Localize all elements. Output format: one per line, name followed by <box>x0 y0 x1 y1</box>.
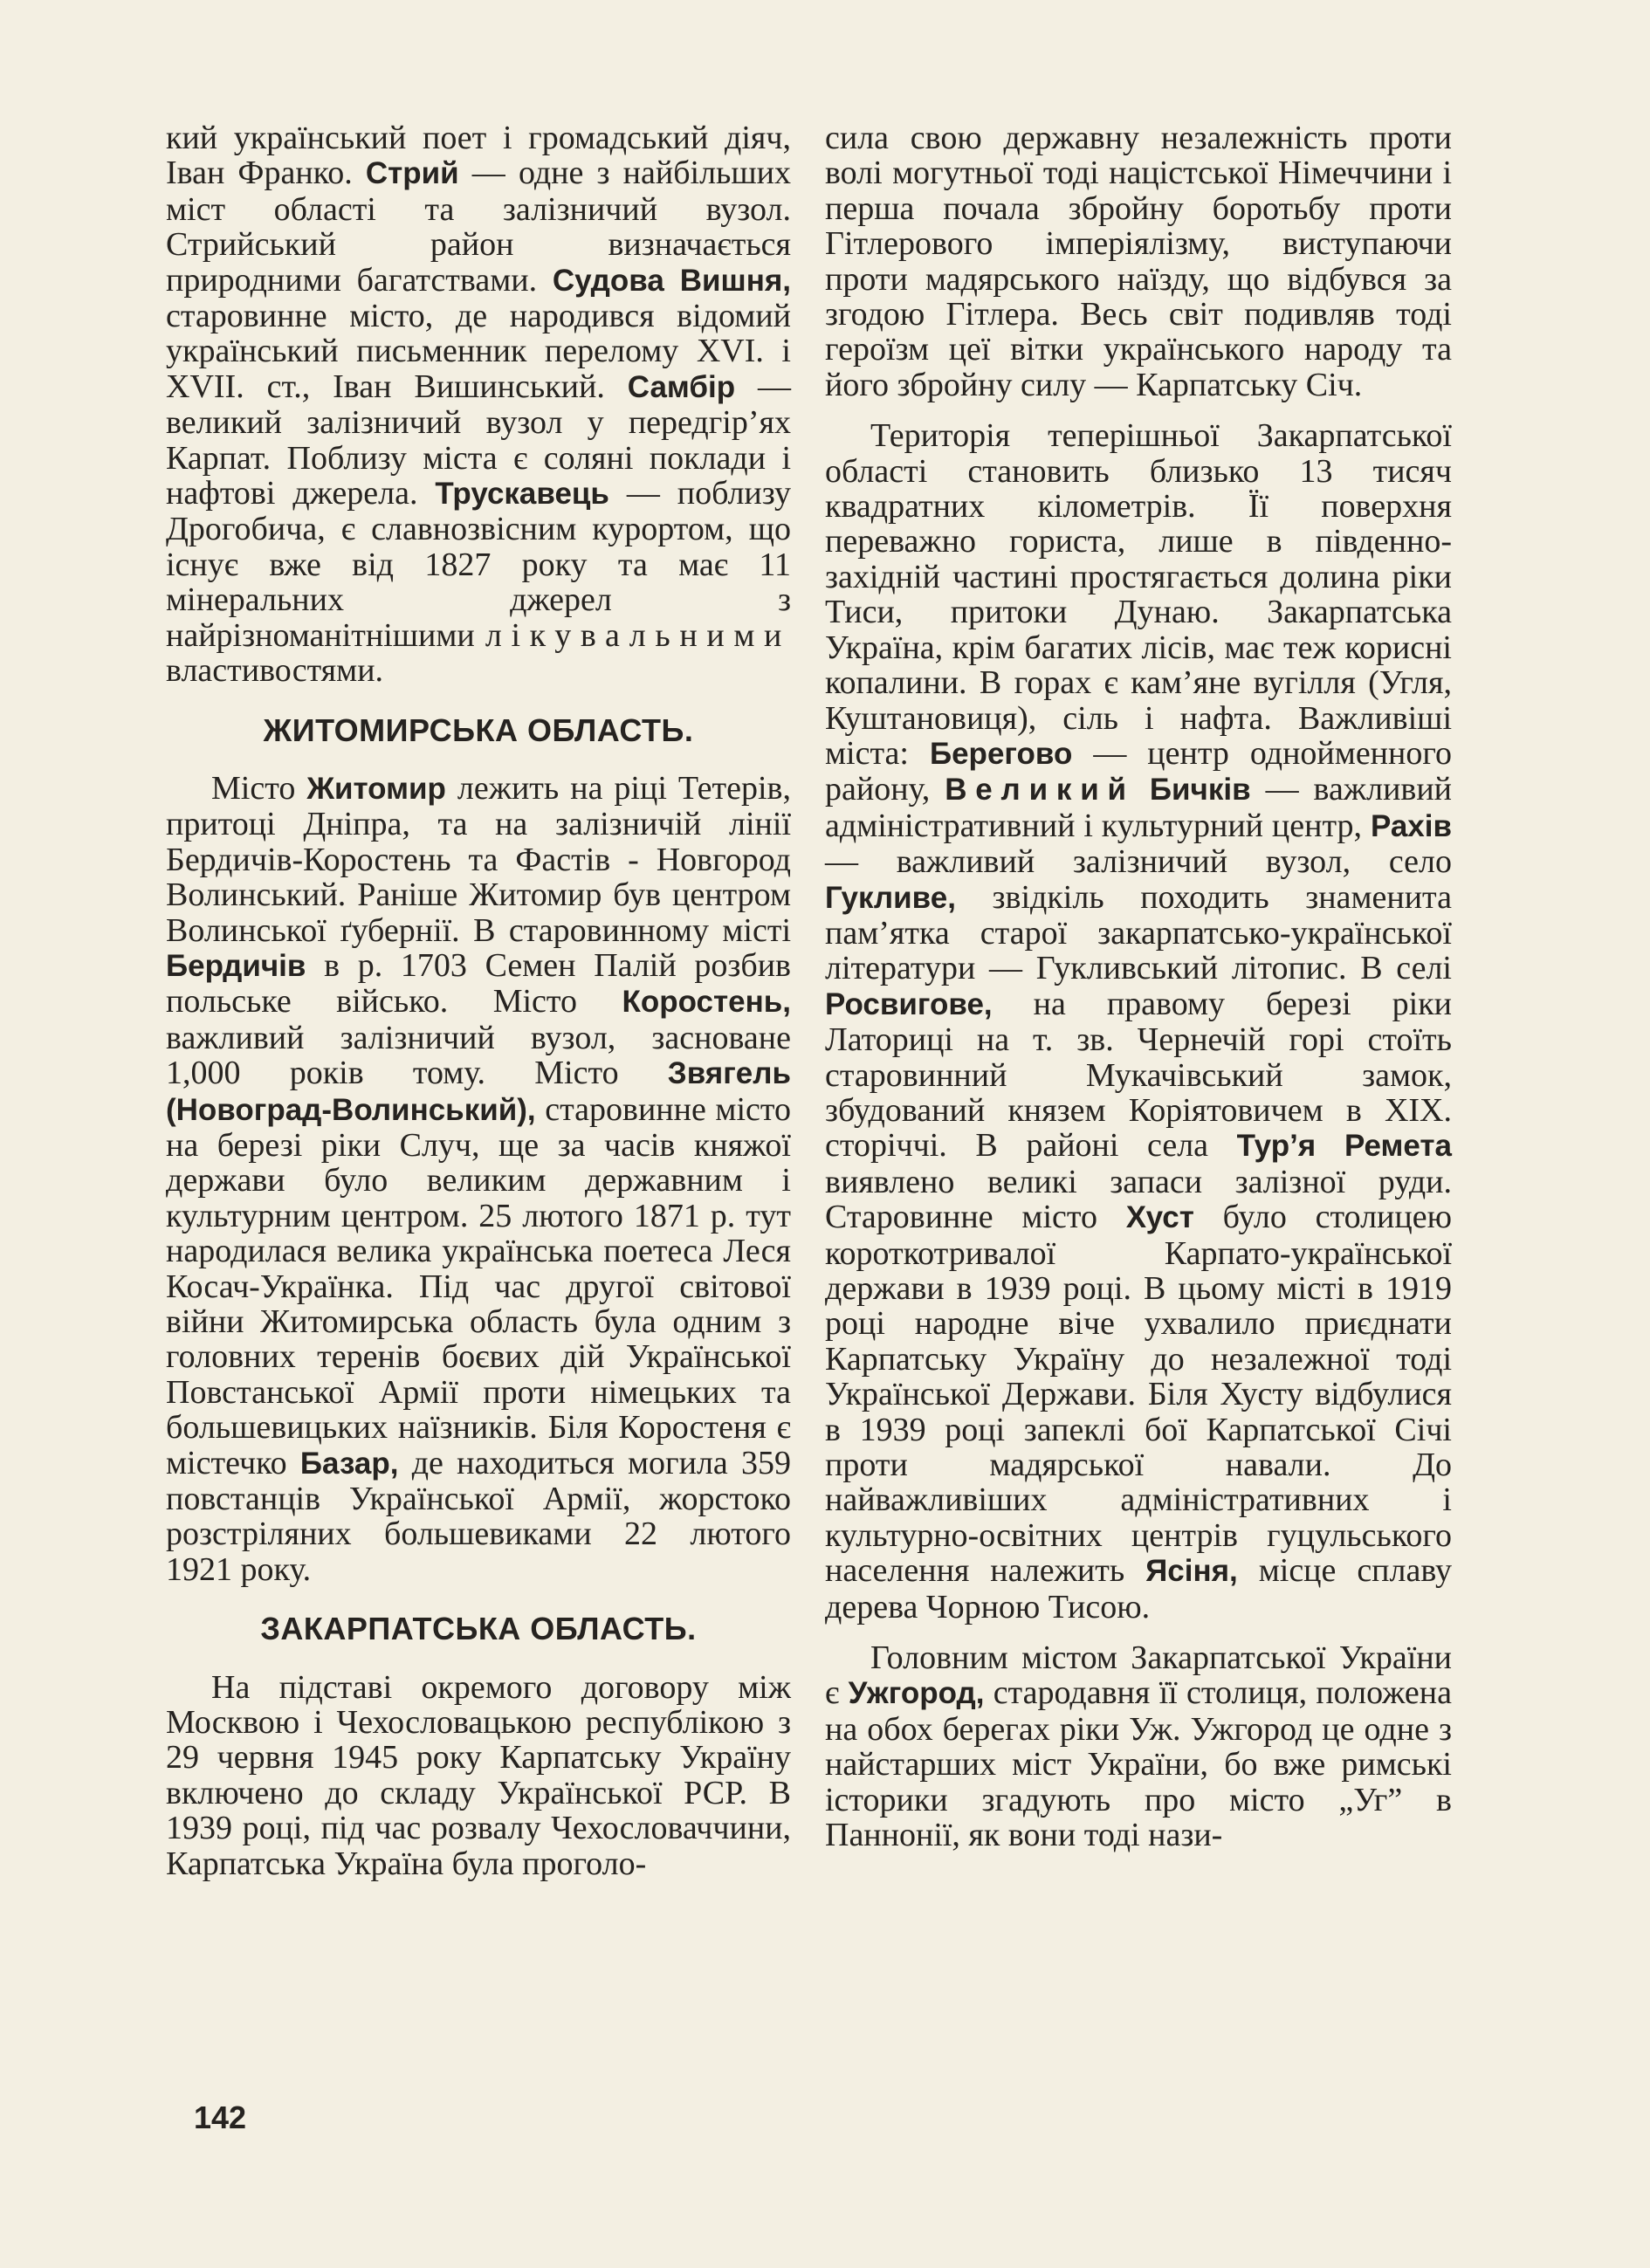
text-run <box>1135 771 1150 808</box>
text-run: Місто <box>211 769 307 807</box>
text-run: — важливий залізничий вузол, село <box>825 843 1452 881</box>
text-run: — центр однойменного району, <box>825 734 1452 808</box>
bold-place-name: Самбір <box>627 369 736 404</box>
spaced-text: лікувальними <box>485 616 791 654</box>
bold-place-name: Стрий <box>365 156 459 191</box>
bold-place-name: Судова Вишня, <box>552 263 791 298</box>
paragraph <box>166 120 791 689</box>
paragraph <box>825 418 1452 1625</box>
text-run: — великий залізничий вузол у передгір’ях Карпат. Поблизу міста є соляні поклади і нафтові джерела. <box>166 368 791 512</box>
bold-place-name: Базар, <box>299 1446 399 1481</box>
bold-place-name: Рахів <box>1370 808 1452 843</box>
bold-place-name: Звягель (Новоград-Волинський), <box>166 1056 791 1127</box>
text-run: стародавня її столиця, положена на обох берегах ріки Уж. Ужгород це одне з найстарших міст України, бо вже римські історики згадують про місто „Уг” в Паннонії, як вони тоді нази- <box>825 1674 1453 1854</box>
text-run: важливий залізничий вузол, засноване 1,000 років тому. Місто <box>166 1019 791 1092</box>
text-run: звідкіль походить знаменита пам’ятка старої закарпатсько-української літератури — Гукливський літопис. В селі <box>825 878 1452 987</box>
text-run: — важливий адміністративний і культурний центр, <box>825 771 1453 844</box>
bold-place-name: Коростень, <box>622 985 791 1020</box>
paragraph <box>166 1670 791 1881</box>
bold-place-name: Великий <box>945 773 1135 808</box>
text-run: було столицею короткотривалої Карпато-української держави в 1939 році. В цьому місті в 1919 році народне віче ухвалило приєднати Карпатську Україну до незалежної тоді Української Держави. Біля Хусту відбулися в 1939 році запеклі бої Карпатської Січі проти мадярської навали. До найважливіших адміністративних і культурно-освітних центрів гуцульського населення належить <box>825 1199 1452 1590</box>
bold-place-name: Росвигове, <box>825 986 993 1021</box>
bold-place-name: Житомир <box>306 771 446 806</box>
bold-place-name: Гукливе, <box>825 880 956 915</box>
text-run: Територія теперішньої Закарпатської області становить близько 13 тисяч квадратних кілометрів. Її поверхня переважно гориста, лише в південно-західній частині простягається долина ріки Тиси, притоки Дунаю. Закарпатська Україна, крім багатих лісів, має теж корисні копалини. В горах є кам’яне вугілля (Угля, Куштановиця), сіль і нафта. Важливіші міста: <box>825 417 1452 772</box>
text-run: На підставі окремого договору між Москвою і Чехословацькою республікою з 29 червня 1945 року Карпатську Україну включено до складу Української РСР. В 1939 році, під час розвалу Чехословаччини, Карпатська Україна була проголо- <box>166 1668 791 1882</box>
bold-place-name: Ужгород, <box>848 1676 985 1711</box>
text-run: властивостями. <box>166 652 384 690</box>
text-run: виявлено великі запаси залізної руди. Старовинне місто <box>825 1163 1452 1236</box>
text-run: старовинне місто, де народився відомий український письменник перелому XVI. і XVII. ст., Іван Вишинський. <box>166 298 791 405</box>
text-run: кий український поет і громадський діяч, Іван Франко. <box>166 120 791 192</box>
text-run: в р. 1703 Семен Палій розбив польське військо. Місто <box>166 946 791 1021</box>
left-column <box>166 120 791 1897</box>
paragraph <box>166 771 791 1587</box>
text-run: старовинне місто на березі ріки Случ, ще за часів княжої держави було великим державним і культурним центром. 25 лютого 1871 р. тут народилася велика українська поетеса Леся Косач-Українка. Під час другої світової війни Житомирська область була одним з головних теренів боєвих дій Української Повстанської Армії проти німецьких та большевицьких наїзників. Біля Коростеня є містечко <box>166 1090 791 1481</box>
bold-place-name: Бердичів <box>166 948 306 983</box>
text-run: — поблизу Дрогобича, є славнозвісним курортом, що існує вже від 1827 року та має 11 мінеральних джерел з найрізноманітнішими <box>166 475 791 654</box>
text-run: лежить на ріці Тетерів, притоці Дніпра, та на залізничій лінії Бердичів-Коростень та Фастів - Новгород Волинський. Раніше Житомир був центром Волинської ґубернії. В старовинному місті <box>166 769 791 949</box>
text-run: на правому березі ріки Латориці на т. зв. Чернечій горі стоїть старовинний Мукачівський замок, збудований князем Коріятовичем в XIX. сторіччі. В районі села <box>825 985 1452 1165</box>
section-heading: ЗАКАРПАТСЬКА ОБЛАСТЬ. <box>260 1611 697 1647</box>
right-column <box>825 120 1452 1869</box>
page-number: 142 <box>194 2100 247 2135</box>
paragraph <box>825 1640 1452 1852</box>
section-heading: ЖИТОМИРСЬКА ОБЛАСТЬ. <box>263 711 694 748</box>
text-run: місце сплаву дерева Чорною Тисою. <box>825 1552 1452 1625</box>
bold-place-name: Тур’я Ремета <box>1236 1129 1453 1164</box>
text-run: — одне з найбільших міст області та залізничий вузол. Стрийський район визначається природними багатствами. <box>166 155 791 299</box>
text-run: сила свою державну незалежність проти волі могутньої тоді націстської Німеччини і перша почала збройну боротьбу проти Гітлерового імперіялізму, виступаючи проти мадярського наїзду, що відбувся за згодою Гітлера. Весь світ подивляв тоді героїзм цеї вітки українського народу та його збройну силу — Карпатську Січ. <box>825 120 1452 403</box>
bold-place-name: Берегово <box>929 736 1073 771</box>
text-run: де находиться могила 359 повстанців Української Армії, жорстоко розстріляних большевиками 22 лютого 1921 року. <box>166 1444 792 1588</box>
bold-place-name: Трускавець <box>435 477 609 512</box>
bold-place-name: Ясіня, <box>1145 1554 1238 1589</box>
bold-place-name: Бичків <box>1149 773 1251 808</box>
text-run: Головним містом Закарпатської України є <box>825 1639 1452 1712</box>
paragraph <box>825 120 1452 402</box>
bold-place-name: Хуст <box>1125 1200 1194 1235</box>
